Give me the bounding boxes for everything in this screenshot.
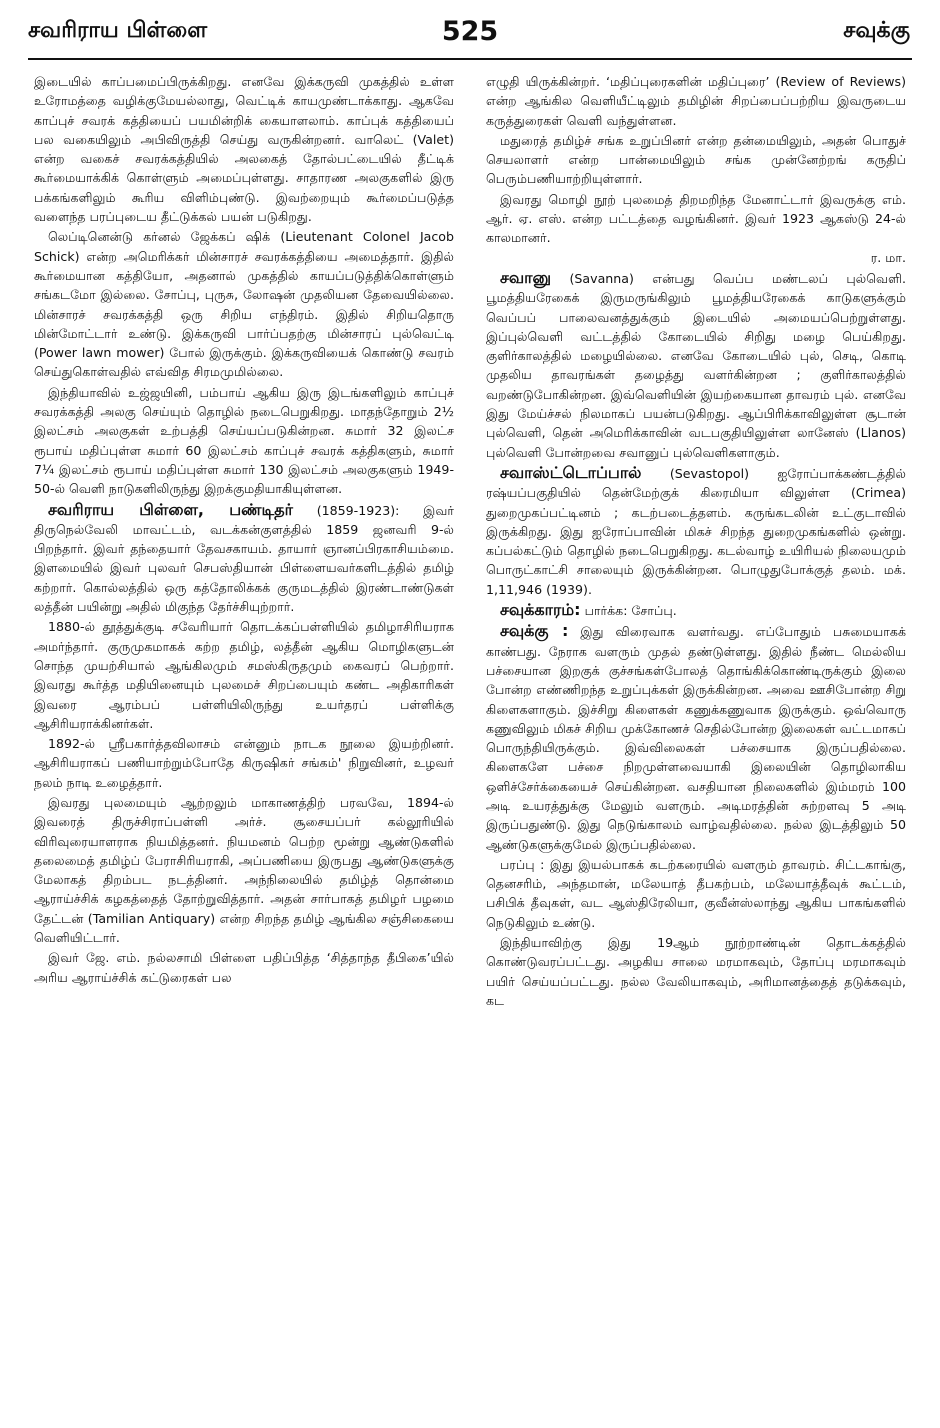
left-column	[34, 72, 454, 1416]
entry-text: இது விரைவாக வளர்வது. எப்போதும் பசுமையாகக் காண்பது. நேராக வளரும் முதல் தண்டுள்ளது. இதில் நீண்ட மெல்லிய பச்சையான இறகுக் குச்சங்கள்போலத் தொங்கிக்கொண்டிருக்கும் இலை போன்ற எண்ணிறந்த உறுப்புக்கள் இருக்கின்றன. அவை ஊசிபோன்ற சிறு கிளைகளாகும். இச்சிறு கிளைகள் கணுக்கணுவாக இருக்கும். ஒவ்வொரு கணுவிலும் மிகச் சிறிய முக்கோணச் செதில்போன்ற இலைகள் வட்டமாகப் பொருந்தியிருக்கும். இவ்விலைகள் பச்சையாக இருப்பதில்லை. கிளைகளே பச்சை நிறமுள்ளவையாகி இலையின் தொழிலாகிய ஒளிச்சேர்க்கையைச் செய்கின்றன. வசதியான நிலைகளில் இம்மரம் 100 அடி உயரத்துக்கு மேலும் வளரும். அடிமரத்தின் சுற்றளவு 5 அடி இருப்பதுண்டு. இது நெடுங்காலம் வாழ்வதில்லை. நல்ல இடத்திலும் 50 ஆண்டுகளுக்குமேல் இருப்பதில்லை.	[486, 624, 906, 852]
paragraph: மதுரைத் தமிழ்ச் சங்க உறுப்பினர் என்ற தன்மையிலும், அதன் பொதுச் செயலாளர் என்ற பான்மையிலும் சங்க முன்னேற்றங் கருதிப் பெரும்பணியாற்றியுள்ளார்.	[486, 132, 906, 187]
header-rule	[28, 58, 912, 60]
paragraph: இந்தியாவில் உஜ்ஜயினி, பம்பாய் ஆகிய இரு இடங்களிலும் காப்புச் சவரக்கத்தி அலகு செய்யும் தொழில் நடைபெறுகிறது. மாதந்தோறும் 2½ இலட்சம் அலகுகள் உற்பத்தி செய்யப்படுகின்றன. சுமார் 32 இலட்ச ரூபாய் மதிப்புள்ள சுமார் 60 இலட்சம் காப்புச் சவரக் கத்திகளும், சுமார் 7¼ இலட்சம் ரூபாய் மதிப்புள்ள சுமார் 130 இலட்சம் அலகுகளும் 1949-50-ல் வெளி நாடுகளிலிருந்து இறக்குமதியாகியுள்ளன.	[34, 384, 454, 497]
entry-headword: சவரிராய பிள்ளை, பண்டிதர்	[48, 499, 293, 519]
paragraph: இவரது புலமையும் ஆற்றலும் மாகாணத்திற் பரவவே, 1894-ல் இவரைத் திருச்சிராப்பள்ளி அர்ச். சூசையப்பர் கல்லூரியில் விரிவுரையாளராக நியமித்தனர். நியமனம் பெற்ற மூன்று ஆண்டுகளில் தலைமைத் தமிழ்ப் பேராசிரியராகி, அப்பணியை இருபது ஆண்டுகளுக்கு மேலாகத் திறம்பட நடத்தினர். அந்நிலையில் தமிழ்த் தொன்மை ஆராய்ச்சிக் கழகத்தைத் தோற்றுவித்தார். அதன் சார்பாகத் தமிழர் பழமை தேட்டன் (Tamilian Antiquary) என்ற சிறந்த தமிழ் ஆங்கில சஞ்சிகையை வெளியிட்டார்.	[34, 794, 454, 946]
entry-savukku	[486, 621, 906, 854]
entry-headword: சவுக்கு :	[500, 621, 569, 641]
paragraph	[486, 190, 906, 267]
running-head-left: சவரிராய பிள்ளை	[28, 18, 208, 43]
paragraph: லெப்டினென்டு கர்னல் ஜேக்கப் ஷிக் (Lieutenant Colonel Jacob Schick) என்ற அமெரிக்கர் மின்சாரச் சவரக்கத்தியை அமைத்தார். இதில் கூர்மையான கத்தியோ, அதனால் முகத்தில் காயப்படுத்திக்கொள்ளும் சங்கடமோ இல்லை. சோப்பு, புருசு, லோஷன் முதலியன தேவையில்லை. மின்சாரச் சவரக்கத்தி ஒரு சிறிய எந்திரம். இதில் சிறியதொரு மின்மோட்டார் உண்டு. இக்கருவி பார்ப்பதற்கு மின்சாரப் புல்வெட்டி (Power lawn mower) போல் இருக்கும். இக்கருவியைக் கொண்டு சவரம் செய்துகொள்வதில் எவ்வித சிரமமுமில்லை.	[34, 229, 454, 380]
author-initials: ர. மா.	[870, 249, 906, 265]
right-column	[486, 72, 906, 1416]
entry-text: இவர் திருநெல்வேலி மாவட்டம், வடக்கன்குளத்தில் 1859 ஜனவரி 9-ல் பிறந்தார். இவர் தந்தையார் தேவசகாயம். தாயார் ஞானப்பிரகாசியம்மை. இளமையில் இவர் புலவர் செபஸ்தியான் பிள்ளையவர்களிடத்தில் தமிழ் கற்றார். கொல்லத்தில் ஒரு கத்தோலிக்கக் குருமடத்தில் இரண்டாண்டுகள் லத்தீன் பயின்று அதில் மிகுந்த தேர்ச்சியுற்றார்.	[34, 502, 454, 615]
paragraph: இவர் ஜே. எம். நல்லசாமி பிள்ளை பதிப்பித்த ‘சித்தாந்த தீபிகை’யில் அரிய ஆராய்ச்சிக் கட்டுரைகள் பல	[34, 950, 454, 985]
paragraph: இடையில் காப்பமைப்பிருக்கிறது. எனவே இக்கருவி முகத்தில் உள்ள உரோமத்தை வழிக்குமேயல்லாது, வெட்டிக் காயமுண்டாக்காது. ஆகவே காப்புச் சவரக் கத்தியைப் பயமின்றிக் கையாளலாம். காப்புக் கத்தியைப் பல வகையிலும் அபிவிருத்தி செய்து வருகின்றனர். வாலெட் (Valet) என்ற வகைச் சவரக்கத்தியில் அலகைத் தோல்பட்டையில் தீட்டிக் கூர்மையாக்கிக் கொள்ளும் அமைப்புள்ளது. சாதாரண அலகுகளில் இரு பக்கங்களிலும் கூரிய விளிம்புண்டு. இவற்றையும் கூர்மைப்படுத்த வளைந்த பரப்புடைய தீட்டுக்கல் பயன் படுகிறது.	[34, 74, 454, 225]
entry-headword: சவுக்காரம்:	[500, 600, 581, 620]
entry-headword: சவானு	[500, 267, 552, 287]
paragraph: 1880-ல் தூத்துக்குடி சவேரியார் தொடக்கப்பள்ளியில் தமிழாசிரியராக அமர்ந்தார். குருமுகமாகக் கற்ற தமிழ், லத்தீன் ஆகிய மொழிகளுடன் சொந்த முயற்சியால் ஆங்கிலமும் சமஸ்கிருதமும் கைவரப் பெற்றார். இவரது கூர்த்த மதியினையும் புலமைச் சிறப்பையும் கண்ட அதிகாரிகள் இவரை ஆரம்பப் பள்ளியிலிருந்து உயர்தரப் பள்ளிக்கு ஆசிரியராக்கினர்கள்.	[34, 619, 454, 731]
entry-text: (Savanna) என்பது வெப்ப மண்டலப் புல்வெளி. பூமத்தியரேகைக் இருமருங்கிலும் பூமத்தியரேகைக் காடுகளுக்கும் வெப்பப் பாலைவனத்துக்கும் இடையில் அமையப்பெற்றுள்ளது. இப்புல்வெளி வட்டத்தில் கோடையில் சிறிது மழை பெய்கிறது. குளிர்காலத்தில் மழையில்லை. எனவே கோடையில் புல், செடி, கொடி முதலிய தாவரங்கள் தழைத்து வளர்கின்றன ; குளிர்காலத்தில் வறண்டுபோகின்றன. இவ்வெளியின் இயற்கையான தாவரம் புல். எனவே இது மேய்ச்சல் நிலமாகப் பயன்படுகிறது. ஆப்பிரிக்காவிலுள்ள சூடான் புல்வெளி, தென் அமெரிக்காவின் வடபகுதியிலுள்ள லானேஸ் (Llanos) புல்வெளி போன்றவை சவானுப் புல்வெளிகளாகும்.	[486, 270, 906, 460]
page-number: 525	[441, 16, 499, 47]
paragraph: 1892-ல் ஸ்ரீபகார்த்தவிலாசம் என்னும் நாடக நூலை இயற்றினர். ஆசிரியராகப் பணியாற்றும்போதே கிருஷிகர் சங்கம்' நிறுவினர், உழவர் நலம் நாடி உழைத்தார்.	[34, 736, 454, 790]
paragraph-text: இவரது மொழி நூற் புலமைத் திறமறிந்த மேனாட்டார் இவருக்கு எம். ஆர். ஏ. எஸ். என்ற பட்டத்தை வழங்கினர். இவர் 1923 ஆகஸ்டு 24-ல் காலமானர்.	[486, 191, 906, 246]
entry-text: (Sevastopol) ஐரோப்பாக்கண்டத்தில் ரஷ்யப்பகுதியில் தென்மேற்குக் கிரைமியா விலுள்ள (Crimea) துறைமுகப்பட்டினம் ; கடற்படைத்தளம். கருங்கடலின் உட்குடாவில் இருக்கிறது. இது ஐரோப்பாவின் மிகச் சிறந்த துறைமுகங்களில் ஒன்று. கப்பல்கட்டும் தொழில் நடைபெறுகிறது. கடல்வாழ் உயிரியல் நிலையமும் பொருட்காட்சி சாலையும் இருக்கின்றன. பொழுதுபோக்குத் தலம். மக். 1,11,946 (1939).	[486, 465, 906, 597]
entry-headword: சவாஸ்ட்டொப்பால்	[500, 462, 642, 482]
paragraph: பரப்பு : இது இயல்பாகக் கடற்கரையில் வளரும் தாவரம். சிட்டகாங்கு, தெனசரிம், அந்தமான், மலேயாத் தீபகற்பம், மலேயாத்தீவுக் கூட்டம், பசிபிக் தீவுகள், வட ஆஸ்திரேலியா, குவீன்ஸ்லாந்து ஆகிய பாகங்களில் நெடுகிலும் உண்டு.	[486, 856, 906, 930]
paragraph: இந்தியாவிற்கு இது 19ஆம் நூற்றாண்டின் தொடக்கத்தில் கொண்டுவரப்பட்டது. அழகிய சாலை மரமாகவும், தோப்பு மரமாகவும் பயிர் செய்யப்பட்டது. நல்ல வேலியாகவும், அரிமானத்தைத் தடுக்கவும், கட	[486, 935, 906, 1008]
entry-years: (1859-1923):	[316, 502, 400, 518]
cross-reference: பார்க்க: சோப்பு.	[584, 603, 677, 619]
entry-savariraya	[34, 500, 454, 617]
entry-sevastopol	[486, 463, 906, 599]
entry-savukkaram	[486, 600, 906, 620]
running-head-right: சவுக்கு	[843, 18, 910, 43]
entry-savanna	[486, 268, 906, 462]
paragraph: எழுதி யிருக்கின்றர். ‘மதிப்புரைகளின் மதிப்புரை’ (Review of Reviews) என்ற ஆங்கில வெளியீட்டிலும் தமிழின் சிறப்பைப்பற்றிய இவருடைய கருத்துரைகள் வெளி வந்துள்ளன.	[486, 74, 906, 128]
